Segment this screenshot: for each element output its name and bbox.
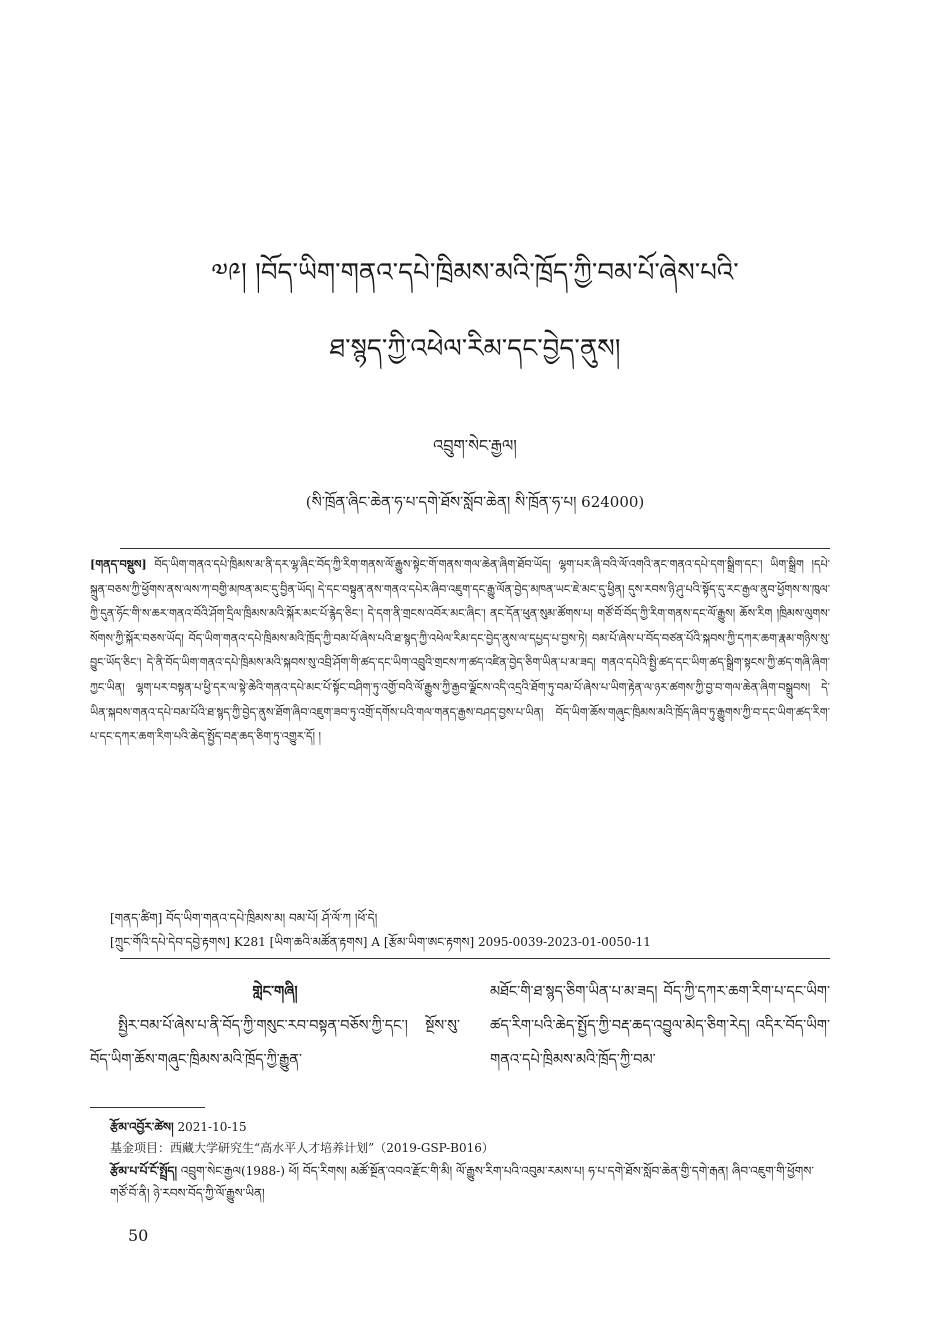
keywords-label: [གནད་ཚིག] [110,911,163,925]
abstract-label: [གནད་བསྡུས] [90,557,147,571]
keywords [110,906,830,930]
article-title-line-1: ༧༩། །བོད་ཡིག་གནའ་དཔེ་ཁྲིམས་མའི་ཁྲོད་ཀྱི་བམ་པོ་ཞེས་པའི་ [211,258,739,288]
author-affiliation: (སི་ཁྲོན་ཞིང་ཆེན་ཧ་པ་དགེ་ཐོས་སློབ་ཆེན། སི་ཁྲོན་ཧ་པ། 624000) [305,493,645,511]
footnote-fund [110,1137,830,1159]
received-label: རྩོམ་འབྱོར་ཚེས། [110,1120,174,1134]
footnote-rule [90,1107,205,1108]
section-heading: གླེང་གཞི། [252,983,298,1000]
footnote-author-bio [110,1160,830,1204]
abstract-top-rule [120,548,830,549]
clc-value: K281 [233,935,266,949]
abstract-text: བོད་ཡིག་གནའ་དཔེ་ཁྲིམས་མ་ནི་དར་ལྷ་ཞིང་བོད་ཀྱི་རིག་གནས་ལོ་རྒྱུས་སྟེང་གོ་གནས་གལ་ཆེན་ཞིག་ཐོབ་ཡོད། ལྷག་པར་ཞི་བའི་ལོ་འགའི་ནང་གནའ་དཔེ་དག་སྒྲིག་དང་། ཡིག་སྒྲིག །དཔེ་སྐྲུན་བཅས་ཀྱི་ཕྱོགས་ནས་ལས་ཀ་བགྱི་མཁན་མང་དུ་བྱིན་ཡོད། དེ་དང་བསྟུན་ནས་གནའ་དཔེར་ཞིབ་འཇུག་དང་རྒྱུ་ལོན་བྱེད་མཁན་ཡང་ཇེ་མང་དུ་ཕྱིན། དུས་རབས་ཉི་ཤུ་པའི་སྟོད་དུ་རང་རྒྱལ་ནུབ་ཕྱོགས་ས་ཁུལ་ཀྱི་དུན་ཧོང་གི་ས་ཆར་གནའ་བོའི་ཤོག་དྲིལ་ཁྲིམས་མའི་སྐོར་མང་པོ་རྙེད་ཅིང་། དེ་དག་ནི་གྲངས་འབོར་མང་ཞིང་། ནང་དོན་ཕུན་སུམ་ཚོགས་པ། གཙོ་བོ་བོད་ཀྱི་རིག་གནས་དང་ལོ་རྒྱུས། ཆོས་རིག །ཁྲིམས་ལུགས་སོགས་ཀྱི་སྐོར་བཅས་ཡོད། བོད་ཡིག་གནའ་དཔེ་ཁྲིམས་མའི་ཁྲོད་ཀྱི་བམ་པོ་ཞེས་པའི་ཐ་སྙད་ཀྱི་འཕེལ་རིམ་དང་བྱེད་ནུས་ལ་དཔྱད་པ་བྱས་ཏེ། བམ་པོ་ཞེས་པ་བོད་བཙན་པོའི་སྐབས་ཀྱི་དཀར་ཆག་རྣམ་གཉིས་སུ་བྱུང་ཡོད་ཅིང་། དེ་ནི་བོད་ཡིག་གནའ་དཔེ་ཁྲིམས་མའི་སྐབས་སུ་འབྲི་ཤོག་གི་ཚད་དང་ཡིག་འབྲུའི་གྲངས་ཀ་ཚད་འཛིན་བྱེད་ཅིག་ཡིན་པ་མ་ཟད། གནའ་དཔེའི་སྤྱི་ཚད་དང་ཡིག་ཚད་སྒྲིག་སྟངས་ཀྱི་ཚད་གཞི་ཞིག་ཀྱང་ཡིན། ལྷག་པར་བསྟན་པ་ཕྱི་དར་ལ་སྟེ་ཆེའི་གནའ་དཔེ་མང་པོ་སྟོང་བཤིག་ཏུ་འགྱོ་བའི་ལོ་རྒྱུས་ཀྱི་རྒྱབ་ལྗོངས་འདི་འདྲའི་ཐོག་ཏུ་བམ་པོ་ཞེས་པ་ཡིག་རྟེན་ལ་ཉར་ཚགས་ཀྱི་བྱ་བ་གལ་ཆེན་ཞིག་བསྒྲུབས། དེ་ཡིན་སྐབས་གནའ་དཔེ་བམ་པོའི་ཐ་སྙད་ཀྱི་བྱེད་ནུས་ཐོག་ཞིབ་འཇུག་ཟབ་ཏུ་འགྲོ་དགོས་པའི་གལ་གནད་རྒྱས་བཤད་བྱས་པ་ཡིན། བོད་ཡིག་ཆོས་གཞུང་ཁྲིམས་མའི་ཁྲོད་ཞིབ་ཏུ་རྒྱུགས་ཀྱི་བ་དང་ཡིག་ཚད་རིག་པ་དང་དཀར་ཆག་རིག་པའི་ཆེད་སྤྱོད་བརྡ་ཆད་ཅིག་ཏུ་འགྱུར་དོ། ། [90,558,830,744]
body-left-column [90,975,460,1077]
article-title-line-2: ཐ་སྙད་ཀྱི་འཕེལ་རིམ་དང་བྱེད་ནུས། [329,334,621,364]
clc-label: [ཀྲུང་གོའི་དཔེ་དེབ་དབྱེ་རྟགས] [110,935,231,949]
footnote-received [110,1116,830,1138]
page-number: 50 [128,1226,149,1245]
fund-value: 西藏大学研究生“高水平人才培养计划”（2019-GSP-B016） [170,1141,494,1155]
classification-line [110,930,830,954]
fund-label: 基金项目： [110,1141,171,1155]
received-date: 2021-10-15 [177,1120,247,1134]
author-name: འབྲུག་སེང་རྒྱལ། [433,436,517,455]
abstract-bottom-rule [120,958,830,959]
bio-text: འབྲུག་སེང་རྒྱལ(1988-) ཕོ། བོད་རིགས། མཚོ་སྔོན་འབའ་རྫོང་གི་མི། ལོ་རྒྱུས་རིག་པའི་འབུམ་རམས་པ། ཧ་པ་དགེ་ཐོས་སློབ་ཆེན་གྱི་དགེ་རྒན། ཞིབ་འཇུག་གི་ཕྱོགས་གཙོ་བོ་ནི། ཉེ་རབས་བོད་ཀྱི་ལོ་རྒྱུས་ཡིན། [110,1164,814,1200]
body-right-column: མཐོང་གི་ཐ་སྙད་ཅིག་ཡིན་པ་མ་ཟད། བོད་ཀྱི་དཀར་ཆག་རིག་པ་དང་ཡིག་ཚད་རིག་པའི་ཆེད་སྤྱོད་ཀྱི་བརྡ་ཆད་འབྱུལ་མེད་ཅིག་རེད། འདིར་བོད་ཡིག་གནའ་དཔེ་ཁྲིམས་མའི་ཁྲོད་ཀྱི་བམ་ [490,984,830,1068]
keywords-text: བོད་ཡིག་གནའ་དཔེ་ཁྲིམས་མ། བམ་པོ། ཤོ་ལོ་ཀ །ཕོ་དེ། [166,911,378,925]
doc-code-value: A [371,935,380,949]
bio-label: རྩོམ་པ་པོ་ངོ་སྤྲོད། [110,1164,178,1178]
article-number-label: [རྩོམ་ཡིག་ཨང་རྟགས] [383,935,475,949]
article-number-value: 2095-0039-2023-01-0050-11 [477,935,651,949]
abstract [90,552,830,750]
body-left-text: སྤྱིར་བམ་པོ་ཞེས་པ་ནི་བོད་ཀྱི་གསུང་རབ་བསྟན་བཅོས་ཀྱི་དང་། སྔོས་སུ་བོད་ཡིག་ཆོས་གཞུང་ཁྲིམས་མའི་ཁྲོད་ཀྱི་རྒྱུན་ [90,1018,460,1068]
doc-code-label: [ཡིག་ཆའི་མཚོན་རྟགས] [269,935,368,949]
